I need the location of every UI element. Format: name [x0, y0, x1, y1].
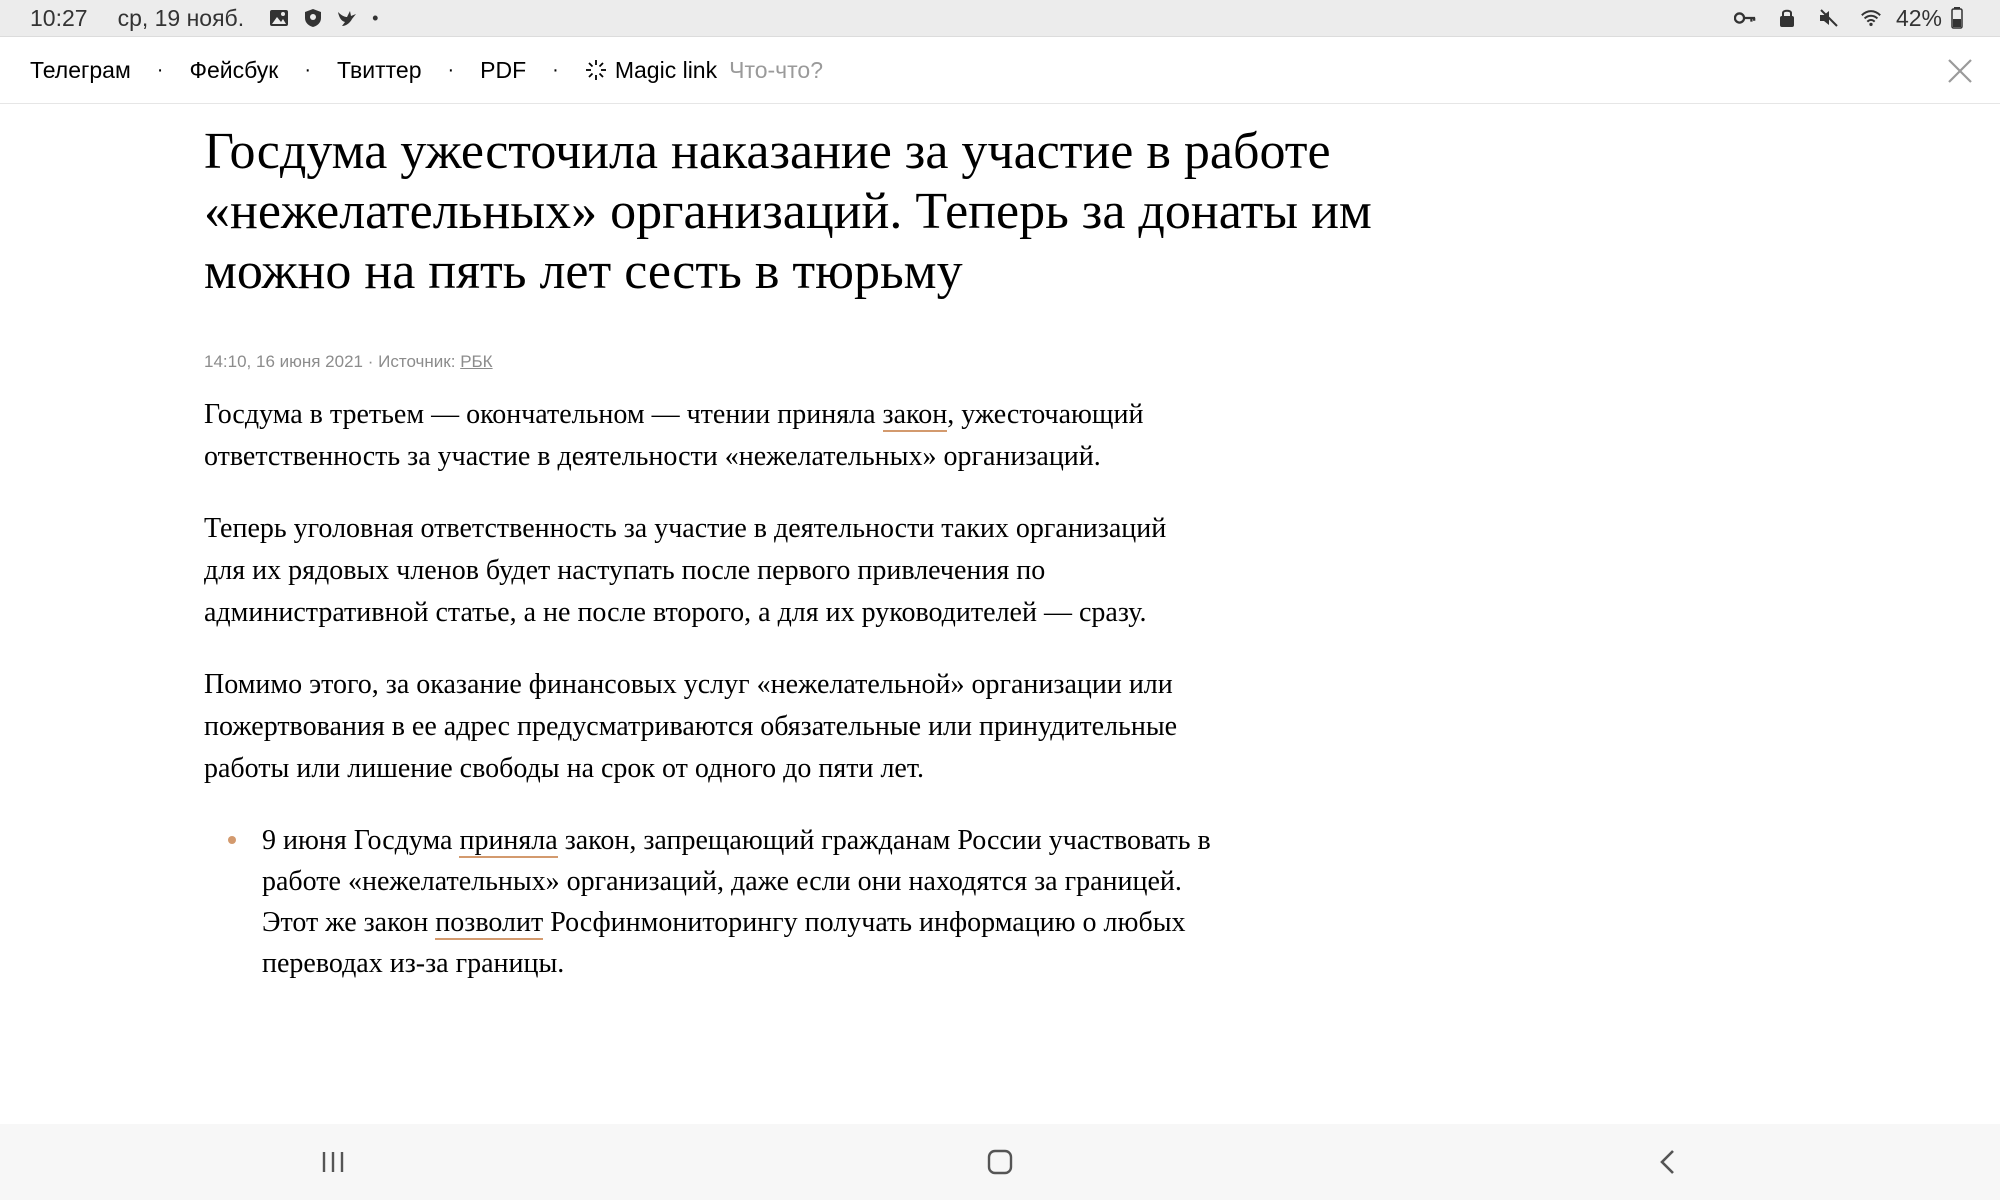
bullet-text-1: 9 июня Госдума: [262, 825, 460, 856]
p1-text-after: , ужесточающий ответственность за участие в деятельности «нежелательных» организаций.: [204, 399, 1144, 472]
allows-link[interactable]: позволит: [435, 907, 544, 938]
share-twitter-link[interactable]: Твиттер: [337, 56, 422, 83]
adopted-link[interactable]: приняла: [459, 825, 558, 856]
article-meta: [204, 352, 1424, 372]
lock-icon: [1776, 7, 1798, 29]
recents-button[interactable]: [293, 1132, 373, 1192]
bullet-text-2: закон, запрещающий гражданам России участвовать в работе «нежелательных» организаций, даже если они находятся за границей. Этот же закон: [262, 825, 1211, 938]
article-paragraph-3: Помимо этого, за оказание финансовых услуг «нежелательной» организации или пожертвования в ее адрес предусматриваются обязательные или принудительные работы или лишение свободы на срок от одного до пяти лет.: [204, 669, 1178, 784]
home-icon: [987, 1149, 1013, 1175]
share-separator: ·: [552, 58, 559, 81]
status-right: [1728, 5, 2000, 32]
status-left: [0, 5, 378, 32]
source-link[interactable]: РБК: [460, 352, 493, 371]
meta-separator: ·: [367, 352, 374, 371]
status-time: 10:27: [30, 4, 88, 31]
shield-icon: [302, 7, 324, 29]
battery-icon: [1950, 7, 1964, 29]
p1-text-before: Госдума в третьем — окончательном — чтении приняла: [204, 399, 883, 430]
article-headline: Госдума ужесточила наказание за участие в работе «нежелательных» организаций. Теперь за донаты им можно на пять лет сесть в тюрьму: [204, 123, 1372, 300]
share-separator: ·: [304, 58, 311, 81]
key-icon: [1734, 7, 1756, 29]
share-facebook-link[interactable]: Фейсбук: [189, 56, 279, 83]
gallery-icon: [268, 7, 290, 29]
battery-percent: 42%: [1895, 4, 1942, 31]
wifi-icon: [1860, 7, 1882, 29]
bullet-marker: [228, 836, 236, 844]
recents-icon: [320, 1150, 346, 1174]
share-bar: [0, 36, 2000, 104]
magic-link-label: Magic link: [614, 56, 718, 83]
share-links: [0, 57, 823, 84]
share-telegram-link[interactable]: Телеграм: [30, 56, 131, 83]
status-dot: •: [372, 7, 379, 28]
sparkle-icon: [585, 59, 607, 81]
home-button[interactable]: [960, 1132, 1040, 1192]
magic-link-hint[interactable]: Что-что?: [729, 56, 824, 83]
bullet-text-3: Росфинмониторингу получать информацию о любых переводах из-за границы.: [262, 907, 1186, 979]
back-button[interactable]: [1627, 1132, 1707, 1192]
share-pdf-link[interactable]: PDF: [480, 56, 527, 83]
magic-link-button[interactable]: [585, 57, 717, 84]
article-paragraph-2: Теперь уголовная ответственность за участие в деятельности таких организаций для их рядовых членов будет наступать после первого привлечения по административной статье, а не после второго, а для их руководителей — сразу.: [204, 513, 1167, 628]
article-datetime: 14:10, 16 июня 2021: [204, 352, 364, 371]
share-separator: ·: [447, 58, 455, 81]
close-icon: [1947, 58, 1973, 84]
article-paragraph-1: [204, 394, 1194, 478]
article: [204, 104, 1424, 984]
article-bullet-list: [204, 820, 1222, 984]
status-bar: [0, 0, 2000, 36]
bird-icon: [336, 7, 358, 29]
share-separator: ·: [156, 58, 164, 81]
close-button[interactable]: [1940, 51, 1980, 91]
law-link[interactable]: закон: [882, 399, 948, 430]
source-label: Источник:: [378, 352, 456, 371]
navigation-bar: [0, 1124, 2000, 1200]
back-icon: [1658, 1149, 1676, 1175]
status-date: ср, 19 нояб.: [117, 4, 245, 31]
list-item: [262, 820, 1222, 984]
mute-icon: [1818, 7, 1840, 29]
